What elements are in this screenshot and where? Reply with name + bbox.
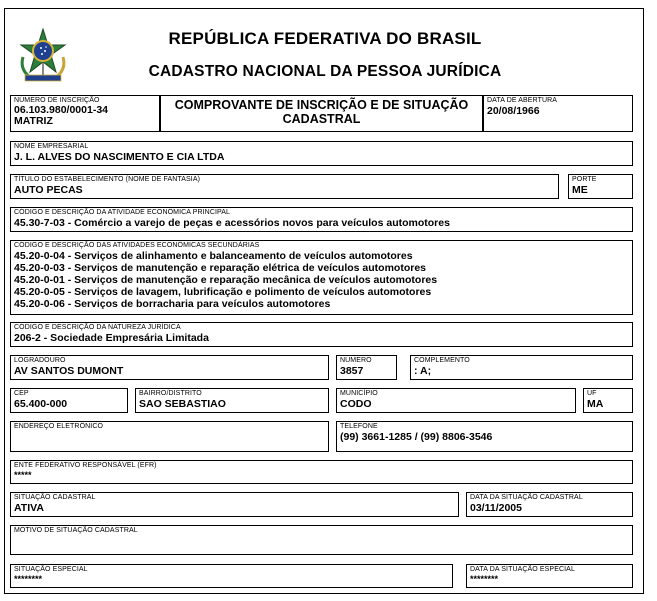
complemento-label: COMPLEMENTO	[414, 357, 470, 364]
bairro-value: SAO SEBASTIAO	[139, 398, 226, 410]
natureza-label: CÓDIGO E DESCRIÇÃO DA NATUREZA JURÍDICA	[14, 324, 181, 331]
email-box	[10, 421, 329, 452]
data-situacao-value: 03/11/2005	[470, 502, 522, 514]
logradouro-value: AV SANTOS DUMONT	[14, 365, 124, 377]
situacao-especial-value: ********	[14, 574, 43, 584]
inscricao-label: NÚMERO DE INSCRIÇÃO	[14, 97, 100, 104]
cnpj-certificate	[4, 8, 644, 594]
data-situacao-especial-value: ********	[470, 574, 499, 584]
efr-label: ENTE FEDERATIVO RESPONSÁVEL (EFR)	[14, 462, 157, 469]
situacao-box	[10, 492, 459, 517]
atividade-secundaria-item: 45.20-0-04 - Serviços de alinhamento e balanceamento de veículos automotores	[14, 250, 413, 262]
porte-value: ME	[572, 184, 588, 196]
titulo-label: TÍTULO DO ESTABELECIMENTO (NOME DE FANTASIA)	[14, 176, 201, 183]
bairro-box	[135, 388, 329, 413]
atividades-secundarias-box	[10, 240, 633, 315]
municipio-box	[336, 388, 576, 413]
nome-empresarial-box	[10, 141, 633, 166]
titulo-box	[10, 174, 559, 199]
bairro-label: BAIRRO/DISTRITO	[139, 390, 202, 397]
comprovante-line1: COMPROVANTE DE INSCRIÇÃO E DE SITUAÇÃO	[174, 98, 469, 112]
efr-box	[10, 460, 633, 484]
cep-value: 65.400-000	[14, 398, 68, 410]
inscricao-box	[10, 95, 160, 132]
atividade-secundaria-item: 45.20-0-06 - Serviços de borracharia para veículos automotores	[14, 298, 331, 310]
uf-value: MA	[587, 398, 604, 410]
abertura-value: 20/08/1966	[487, 105, 540, 117]
logradouro-label: LOGRADOURO	[14, 357, 66, 364]
atividade-principal-box	[10, 207, 633, 232]
registry-title: CADASTRO NACIONAL DA PESSOA JURÍDICA	[148, 63, 502, 80]
nome-empresarial-value: J. L. ALVES DO NASCIMENTO E CIA LTDA	[14, 151, 225, 163]
natureza-value: 206-2 - Sociedade Empresária Limitada	[14, 332, 209, 344]
data-situacao-label: DATA DA SITUAÇÃO CADASTRAL	[470, 494, 583, 501]
municipio-value: CODO	[340, 398, 372, 410]
uf-box	[583, 388, 633, 413]
data-situacao-box	[466, 492, 633, 517]
numero-box	[336, 355, 397, 380]
logradouro-box	[10, 355, 329, 380]
abertura-box	[483, 95, 633, 132]
nome-empresarial-label: NOME EMPRESARIAL	[14, 143, 89, 150]
situacao-label: SITUAÇÃO CADASTRAL	[14, 494, 96, 501]
cep-label: CEP	[14, 390, 29, 397]
atividades-secundarias-label: CÓDIGO E DESCRIÇÃO DAS ATIVIDADES ECONÔMICAS SECUNDÁRIAS	[14, 242, 260, 249]
efr-value: *****	[14, 470, 32, 480]
atividade-secundaria-item: 45.20-0-05 - Serviços de lavagem, lubrificação e polimento de veículos automotores	[14, 286, 432, 298]
situacao-especial-box	[10, 564, 453, 588]
comprovante-box	[160, 95, 483, 132]
cep-box	[10, 388, 128, 413]
situacao-especial-label: SITUAÇÃO ESPECIAL	[14, 566, 88, 573]
republic-title: REPÚBLICA FEDERATIVA DO BRASIL	[168, 29, 482, 48]
porte-box	[568, 174, 633, 199]
porte-label: PORTE	[572, 176, 597, 183]
atividade-principal-label: CÓDIGO E DESCRIÇÃO DA ATIVIDADE ECONÔMICA PRINCIPAL	[14, 209, 231, 216]
complemento-value: : A;	[414, 365, 432, 377]
complemento-box	[410, 355, 633, 380]
numero-label: NÚMERO	[340, 357, 372, 364]
data-situacao-especial-label: DATA DA SITUAÇÃO ESPECIAL	[470, 566, 575, 573]
comprovante-line2: CADASTRAL	[282, 112, 361, 126]
motivo-box	[10, 525, 633, 555]
telefone-value: (99) 3661-1285 / (99) 8806-3546	[340, 431, 493, 443]
natureza-box	[10, 322, 633, 347]
email-label: ENDEREÇO ELETRÔNICO	[14, 423, 104, 430]
telefone-box	[336, 421, 633, 452]
abertura-label: DATA DE ABERTURA	[487, 97, 558, 104]
motivo-label: MOTIVO DE SITUAÇÃO CADASTRAL	[14, 527, 138, 534]
atividade-principal-value: 45.30-7-03 - Comércio a varejo de peças e acessórios novos para veículos automotores	[14, 217, 450, 229]
atividade-secundaria-item: 45.20-0-03 - Serviços de manutenção e reparação elétrica de veículos automotores	[14, 262, 427, 274]
numero-value: 3857	[340, 365, 364, 377]
telefone-label: TELEFONE	[340, 423, 378, 430]
atividade-secundaria-item: 45.20-0-01 - Serviços de manutenção e reparação mecânica de veículos automotores	[14, 274, 438, 286]
inscricao-number: 06.103.980/0001-34	[14, 104, 109, 116]
uf-label: UF	[587, 390, 597, 397]
inscricao-type: MATRIZ	[14, 115, 53, 127]
data-situacao-especial-box	[466, 564, 633, 588]
municipio-label: MUNICÍPIO	[340, 390, 378, 397]
situacao-value: ATIVA	[14, 502, 44, 514]
titulo-value: AUTO PECAS	[14, 184, 83, 196]
